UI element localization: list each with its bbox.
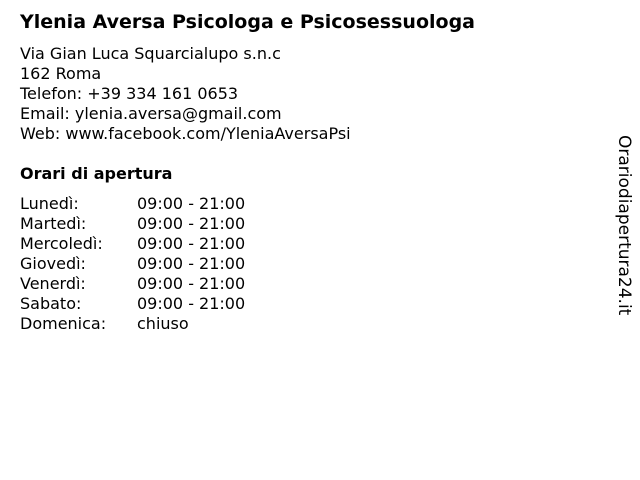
day-label: Lunedì: (20, 194, 79, 213)
opening-hours-table (20, 194, 245, 334)
time-value: 09:00 - 21:00 (137, 234, 246, 253)
time-value: 09:00 - 21:00 (137, 294, 246, 313)
day-label: Giovedì: (20, 254, 86, 273)
phone-line: Telefon: +39 334 161 0653 (20, 84, 239, 103)
contact-info (20, 44, 351, 144)
business-title: Ylenia Aversa Psicologa e Psicosessuologa (20, 11, 475, 33)
city-line: 162 Roma (20, 64, 102, 83)
time-value: 09:00 - 21:00 (137, 214, 246, 233)
brand-watermark: Orariodiapertura24.it (614, 135, 634, 316)
hours-row-friday (20, 274, 245, 294)
hours-heading: Orari di apertura (20, 164, 173, 183)
hours-row-saturday (20, 294, 245, 314)
day-label: Domenica: (20, 314, 107, 333)
hours-row-tuesday (20, 214, 245, 234)
day-label: Martedì: (20, 214, 87, 233)
hours-row-monday (20, 194, 245, 214)
hours-row-thursday (20, 254, 245, 274)
time-value: 09:00 - 21:00 (137, 274, 246, 293)
email-line: Email: ylenia.aversa@gmail.com (20, 104, 282, 123)
time-value: 09:00 - 21:00 (137, 254, 246, 273)
address-line: Via Gian Luca Squarcialupo s.n.c (20, 44, 281, 63)
web-line: Web: www.facebook.com/YleniaAversaPsi (20, 124, 351, 143)
time-value: 09:00 - 21:00 (137, 194, 246, 213)
day-label: Mercoledì: (20, 234, 103, 253)
time-value: chiuso (137, 314, 189, 333)
day-label: Sabato: (20, 294, 82, 313)
hours-row-sunday (20, 314, 245, 334)
day-label: Venerdì: (20, 274, 86, 293)
hours-row-wednesday (20, 234, 245, 254)
